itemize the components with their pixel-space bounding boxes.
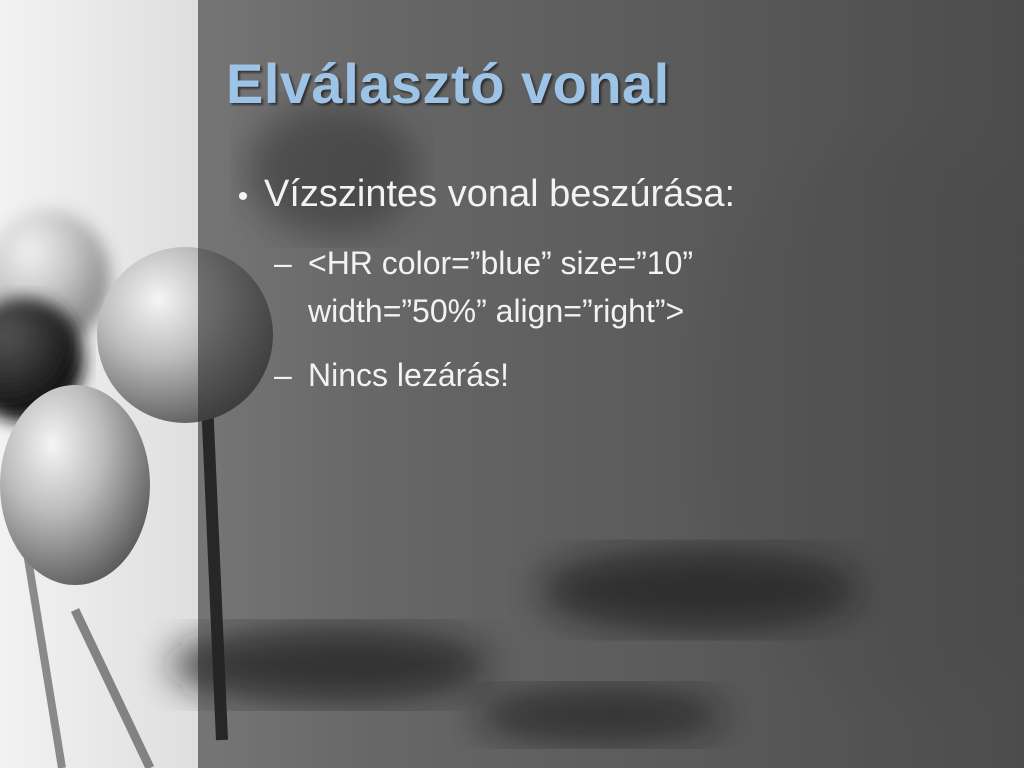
bullet-marker: • (237, 180, 249, 213)
bullet-item (222, 170, 1002, 221)
sub-bullet-marker: – (274, 357, 292, 393)
slide-body (222, 170, 1002, 399)
bullet-text: Vízszintes vonal beszúrása: (264, 173, 736, 215)
slide-title: Elválasztó vonal (226, 52, 670, 115)
sub-bullet-text: <HR color=”blue” size=”10” width=”50%” align=”right”> (308, 245, 694, 329)
sub-bullet-marker: – (274, 245, 292, 281)
sub-bullet-text: Nincs lezárás! (308, 357, 509, 393)
sub-bullet-item (274, 351, 1002, 399)
sub-bullet-item (274, 239, 1002, 335)
